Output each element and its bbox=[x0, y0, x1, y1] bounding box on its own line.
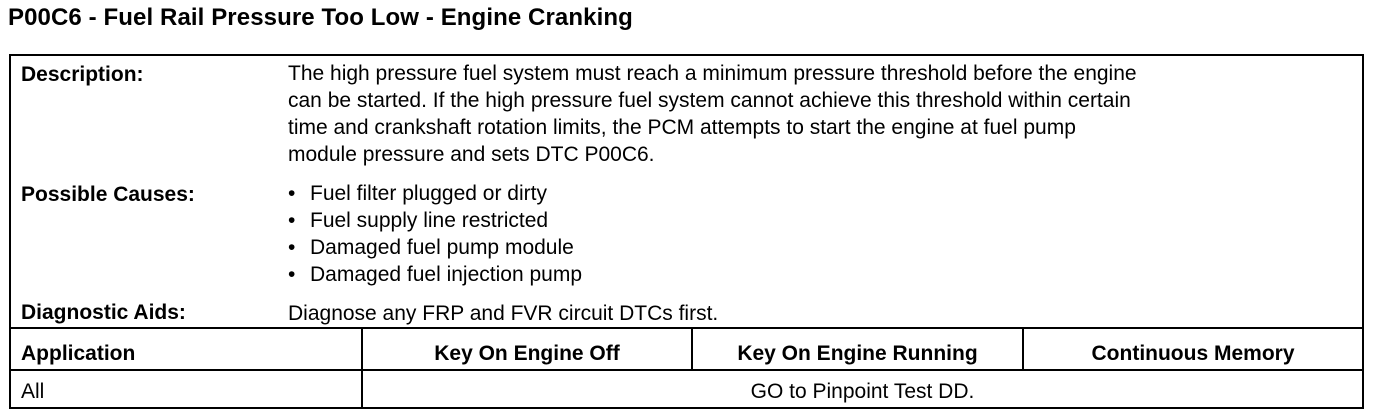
list-item: • Fuel filter plugged or dirty bbox=[288, 180, 582, 207]
description-line: time and crankshaft rotation limits, the PCM attempts to start the engine at fuel pump bbox=[288, 116, 1076, 139]
list-item: • Fuel supply line restricted bbox=[288, 207, 582, 234]
pinpoint-test-instruction: GO to Pinpoint Test DD. bbox=[750, 380, 975, 403]
dtc-table bbox=[9, 54, 1364, 409]
diagnostic-aids-text: Diagnose any FRP and FVR circuit DTCs first. bbox=[288, 302, 719, 325]
list-item: • Damaged fuel pump module bbox=[288, 234, 582, 261]
column-header-key-on-engine-off: Key On Engine Off bbox=[434, 342, 620, 365]
column-header-continuous-memory: Continuous Memory bbox=[1091, 342, 1295, 365]
application-value: All bbox=[21, 380, 45, 403]
description-line: can be started. If the high pressure fuel system cannot achieve this threshold within certain bbox=[288, 89, 1131, 112]
column-header-application: Application bbox=[21, 342, 136, 365]
page-title: P00C6 - Fuel Rail Pressure Too Low - Engine Cranking bbox=[8, 4, 633, 31]
description-text bbox=[288, 60, 1137, 168]
description-label: Description: bbox=[21, 63, 144, 86]
diagnostic-aids-label: Diagnostic Aids: bbox=[21, 301, 186, 324]
possible-causes-label: Possible Causes: bbox=[21, 183, 195, 206]
table-divider bbox=[11, 327, 1362, 329]
possible-causes-list bbox=[288, 180, 582, 288]
list-item: • Damaged fuel injection pump bbox=[288, 261, 582, 288]
description-line: module pressure and sets DTC P00C6. bbox=[288, 143, 655, 166]
table-divider bbox=[11, 369, 1362, 371]
description-line: The high pressure fuel system must reach a minimum pressure threshold before the engine bbox=[288, 62, 1137, 85]
column-header-key-on-engine-running: Key On Engine Running bbox=[737, 342, 978, 365]
